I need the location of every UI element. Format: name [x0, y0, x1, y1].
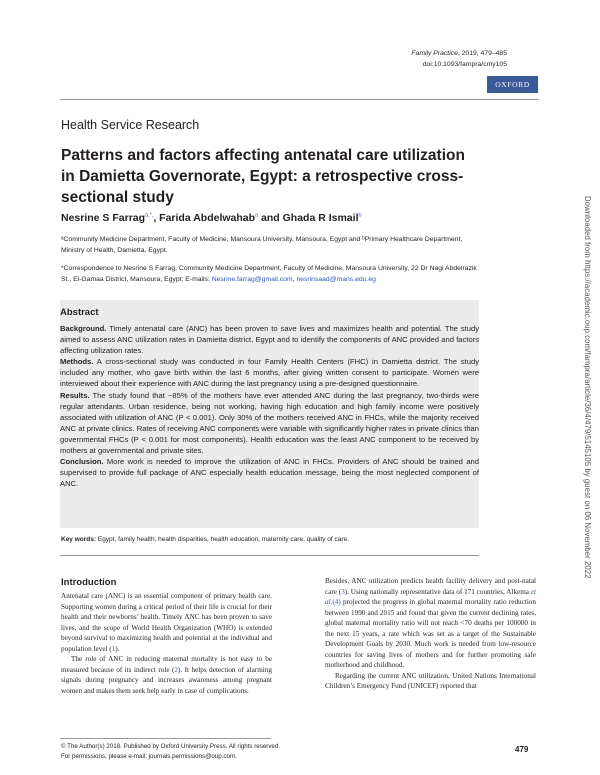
reference-link[interactable]: 2 — [174, 665, 178, 674]
body-column-left — [61, 591, 272, 696]
keywords-label: Key words: — [61, 536, 97, 543]
abstract-results: Results. The study found that ~85% of the mothers have ever attended ANC during the last pregnancy, two-thirds were regular attendants. Urban residence, being not working, having high education and high family income were positively associated with utilization of ANC (P < 0.001). Only 30% of the mothers received ANC in FHCs, while the majority received ANC at private clinics. Rates of receiving ANC components were variable with significantly higher rates in private clinics than governmental FHCs (P < 0.001 for most components). Health education was the least ANC component to be received by mothers at governmental and private sites. — [60, 390, 479, 456]
paragraph: Antenatal care (ANC) is an essential component of primary health care. Supporting women during a critical period of their life is crucial for their health and their newborns’ health. Timely ANC has been proven to save lives, and the scope of World Health Organization (WHO) is extended beyond survival to maximizing health and potential at the individual and population level (1). — [61, 592, 272, 653]
paragraph: The role of ANC in reducing maternal mortality is not easy to be measured because of its indirect role (2). It helps detection of alarming signals during pregnancy and increases awareness among pregnant women and makes them seek help early in case of complications. — [61, 655, 272, 695]
email-link[interactable]: nesrinsaad@mans.edu.eg — [296, 275, 376, 283]
email-separator: , — [292, 275, 297, 283]
abstract-conclusion: Conclusion. More work is needed to improve the utilization of ANC in FHCs. Providers of ANC should be trained and supervised to provide full package of ANC especially health education message, being the most neglected component of ANC. — [60, 457, 479, 489]
journal-citation: , 2019, 479–485 — [457, 50, 507, 57]
section-label: Health Service Research — [61, 118, 200, 132]
page-number: 479 — [515, 745, 529, 754]
keywords-divider — [60, 555, 479, 556]
reference-link[interactable]: 3 — [341, 587, 345, 596]
article-title: Patterns and factors affecting antenatal care utilization in Damietta Governorate, Egypt: a retrospective cross-sectional study — [61, 147, 465, 206]
download-watermark: Downloaded from https://academic.oup.com/fampra/article/36/4/479/5145105 by guest on 06 November 2022 — [583, 196, 592, 579]
abstract-label: Methods. — [60, 357, 94, 367]
author-affil-sup[interactable]: b — [358, 212, 362, 219]
copyright-footer — [61, 742, 280, 762]
body-column-right — [325, 576, 536, 692]
author-affil-sup[interactable]: a,*, — [145, 212, 154, 219]
keywords-text: Egypt, family health, health disparities, health education, maternity care, quality of care. — [96, 536, 349, 543]
intro-heading: Introduction — [61, 577, 117, 588]
author-list — [61, 212, 362, 224]
copyright-line: © The Author(s) 2018. Published by Oxford University Press. All rights reserved. — [61, 743, 281, 750]
header-divider — [60, 99, 539, 100]
paragraph: Regarding the current ANC utilization, United Nations International Children’s Emergency Fund (UNICEF) reported that — [325, 671, 536, 690]
abstract-methods: Methods. A cross-sectional study was conducted in four Family Health Centers (FHC) in Damietta district. The study included any mother, who gave birth within the last 6 months, after giving written consent to participate. Women were interviewed about their experience with ANC during the last pregnancy using a pre-designed questionnaire. — [60, 357, 479, 389]
author-name: Ghada R Ismail — [282, 212, 359, 224]
author-separator: , — [153, 212, 160, 224]
oxford-logo: OXFORD — [487, 76, 538, 93]
author-name: Farida Abdelwahab — [159, 212, 256, 224]
author-separator: and — [258, 212, 283, 224]
abstract-label: Background. — [60, 324, 107, 333]
email-link[interactable]: Nesrine.farrag@gmail.com — [211, 275, 293, 283]
abstract-body — [60, 323, 479, 489]
affiliations: ᵃCommunity Medicine Department, Faculty of Medicine, Mansoura University, Mansoura, Egypt and ᵇPrimary Healthcare Department, Ministry of Health, Damietta, Egypt. — [61, 236, 463, 254]
abstract-box — [60, 300, 479, 528]
correspondence — [61, 264, 481, 286]
keywords — [61, 535, 480, 545]
author-affil-sup[interactable]: a — [255, 212, 259, 219]
journal-name: Family Practice — [411, 50, 458, 57]
abstract-heading: Abstract — [60, 307, 99, 318]
abstract-label: Results. — [60, 390, 90, 400]
reference-link[interactable]: 1 — [111, 644, 116, 653]
footer-divider — [60, 738, 271, 739]
doi[interactable]: doi:10.1093/fampra/cmy105 — [422, 60, 507, 68]
permissions-line: For permissions, please e-mail: journals.permissions@oup.com. — [61, 753, 237, 761]
abstract-background: Background. Timely antenatal care (ANC) has been proven to save lives and maximizes health and potential. The study aimed to assess ANC utilization rates in Damietta district, Egypt and to identify the components of ANC provided and factors affecting utilization rates. — [60, 324, 479, 356]
abstract-label: Conclusion. — [60, 457, 104, 467]
reference-link[interactable]: (4) — [332, 598, 341, 606]
correspondence-text: *Correspondence to Nesrine S Farrag, Community Medicine Department, Faculty of Medicine, Mansoura University, 22 Dr Nagi Abdelrazik St., El-Gamaa District, Mansoura, Egypt; E-mails: — [61, 265, 477, 283]
journal-header — [411, 49, 507, 70]
author-name: Nesrine S Farrag — [61, 212, 146, 224]
paragraph: Besides, ANC utilization predicts health facility delivery and post-natal care (3). Using nationally representative data of 171 countries, Alkema et al.(4) projected the progress in global maternal mortality ratio reduction between 1990 and 2015 and found that given the current declining rates, global maternal mortality ratio will not reach <70 deaths per 100000 in the next 15 years, a rate which was set as a target of the Sustainable Development Goals by 2030. Much work is needed from low-resource countries for saving lives of mothers and for further promoting safe motherhood and childhood. — [325, 577, 537, 669]
reference-link[interactable]: et al. — [325, 587, 537, 606]
